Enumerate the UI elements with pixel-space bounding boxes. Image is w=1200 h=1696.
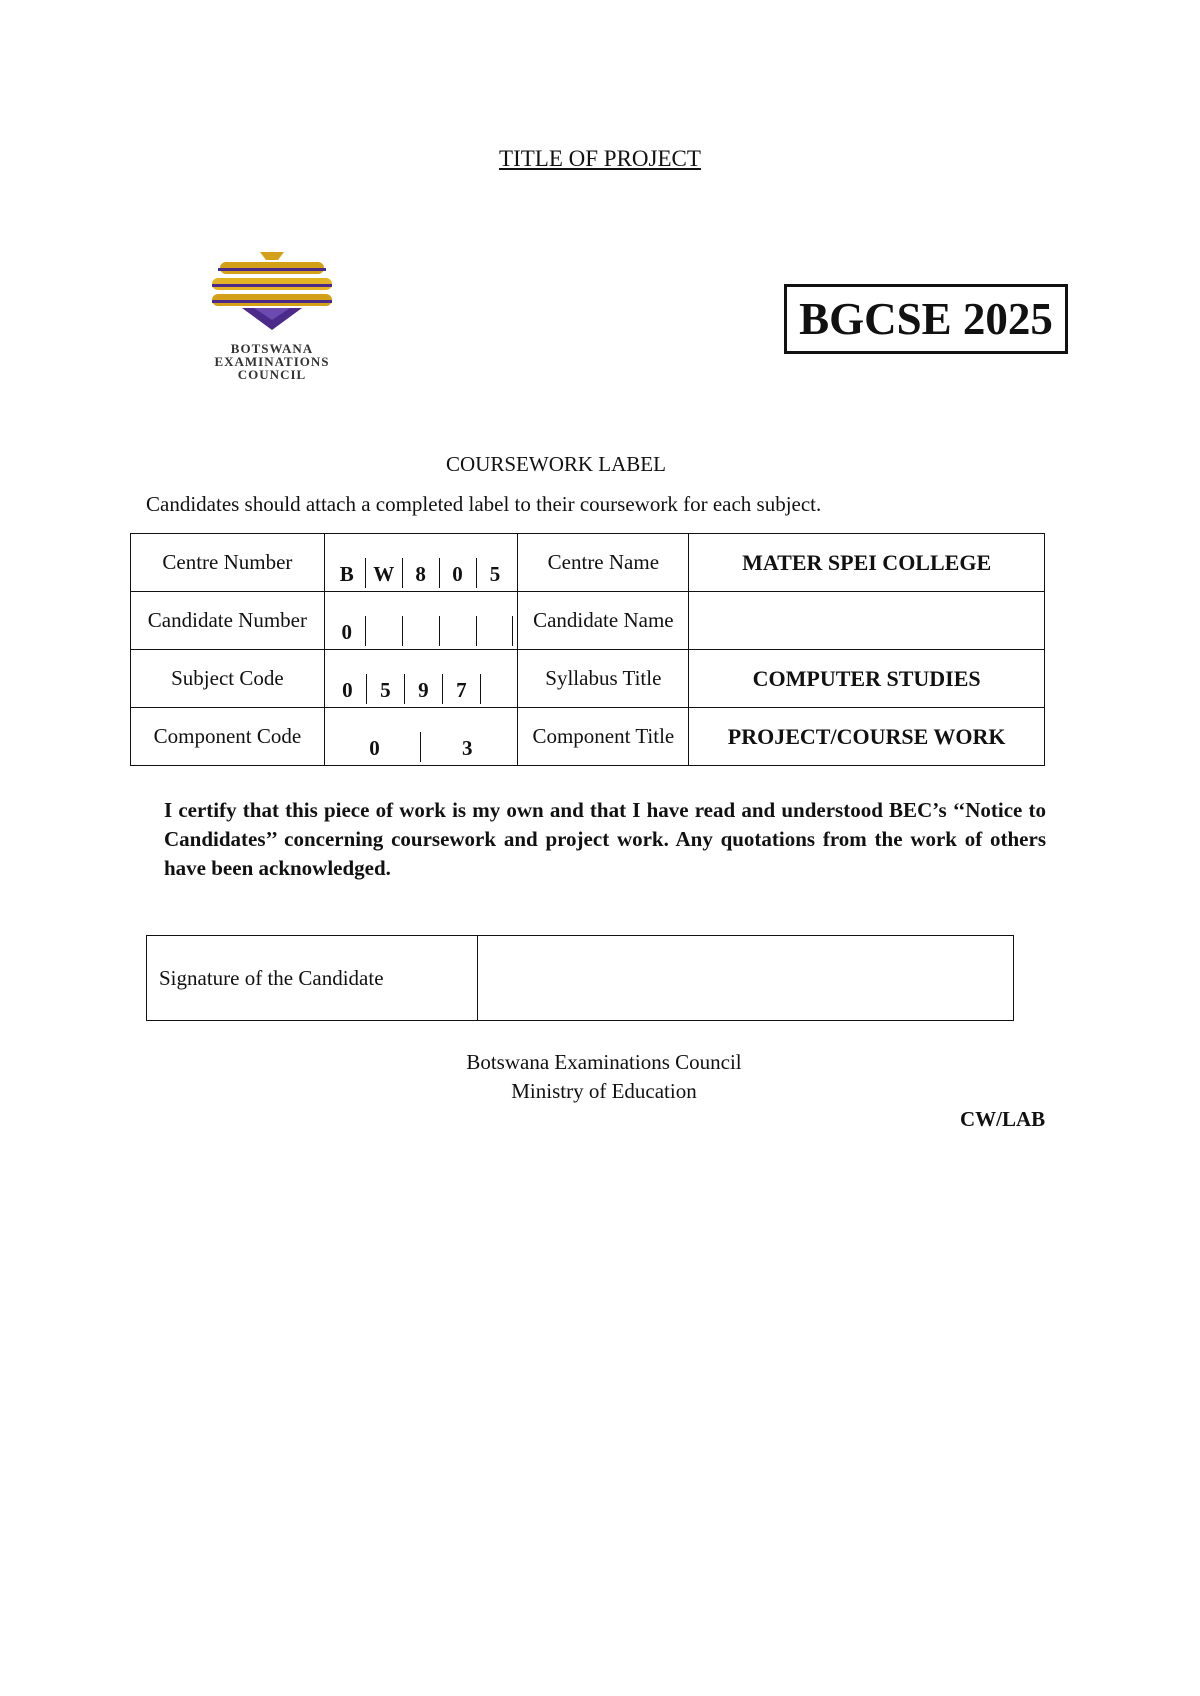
candidate-name-field[interactable] [689, 592, 1045, 650]
digit-box: 0 [329, 616, 366, 646]
digit-box: W [366, 558, 403, 588]
coursework-label-table [130, 533, 1045, 766]
digit-box [403, 616, 440, 646]
digit-box: 5 [489, 562, 501, 586]
page-title: TITLE OF PROJECT [499, 146, 701, 171]
component-code-field[interactable] [324, 708, 518, 766]
digit-box: 0 [329, 674, 367, 704]
exam-badge: BGCSE 2025 [784, 284, 1068, 354]
field-label: Syllabus Title [518, 650, 689, 708]
field-label: Subject Code [131, 650, 325, 708]
signature-field[interactable] [478, 936, 1014, 1021]
form-code: CW/LAB [960, 1107, 1046, 1131]
footer [0, 1048, 1200, 1106]
coursework-label-heading: COURSEWORK LABEL [446, 452, 666, 476]
logo-text-line-2: EXAMINATIONS [214, 354, 330, 369]
field-label: Component Title [518, 708, 689, 766]
table-row [131, 592, 1045, 650]
field-label: Centre Number [131, 534, 325, 592]
digit-box: B [329, 558, 366, 588]
digit-box [477, 616, 514, 646]
field-label: Centre Name [518, 534, 689, 592]
syllabus-title-field[interactable]: COMPUTER STUDIES [689, 650, 1045, 708]
candidate-number-field[interactable] [324, 592, 518, 650]
digit-box: 5 [367, 674, 405, 704]
signature-label: Signature of the Candidate [147, 936, 478, 1021]
field-label: Candidate Number [131, 592, 325, 650]
footer-ministry: Ministry of Education [511, 1079, 697, 1103]
table-row [131, 650, 1045, 708]
table-row [131, 534, 1045, 592]
digit-box: 3 [462, 736, 473, 760]
digit-box: 0 [440, 558, 477, 588]
digit-box [440, 616, 477, 646]
logo-emblem-icon [172, 248, 372, 338]
digit-box: 9 [405, 674, 443, 704]
table-row [147, 936, 1014, 1021]
digit-box [366, 616, 403, 646]
table-row [131, 708, 1045, 766]
signature-table [146, 935, 1014, 1021]
instruction-text: Candidates should attach a completed label to their coursework for each subject. [146, 492, 822, 516]
centre-number-field[interactable] [324, 534, 518, 592]
digit-box: 8 [403, 558, 440, 588]
digit-box: 0 [329, 732, 421, 762]
bec-logo [172, 248, 372, 382]
centre-name-field[interactable]: MATER SPEI COLLEGE [689, 534, 1045, 592]
field-label: Candidate Name [518, 592, 689, 650]
footer-org: Botswana Examinations Council [466, 1050, 742, 1074]
component-title-field[interactable]: PROJECT/COURSE WORK [689, 708, 1045, 766]
logo-text-line-3: COUNCIL [237, 367, 307, 382]
digit-box: 7 [443, 674, 481, 704]
certification-statement: I certify that this piece of work is my own and that I have read and understood BEC’s ‘‘Notice to Candidates’’ concerning coursework and project work. Any quotations from the work of others have been acknowledged. [164, 798, 1046, 880]
logo-text-line-1: BOTSWANA [230, 341, 314, 356]
subject-code-field[interactable] [324, 650, 518, 708]
field-label: Component Code [131, 708, 325, 766]
